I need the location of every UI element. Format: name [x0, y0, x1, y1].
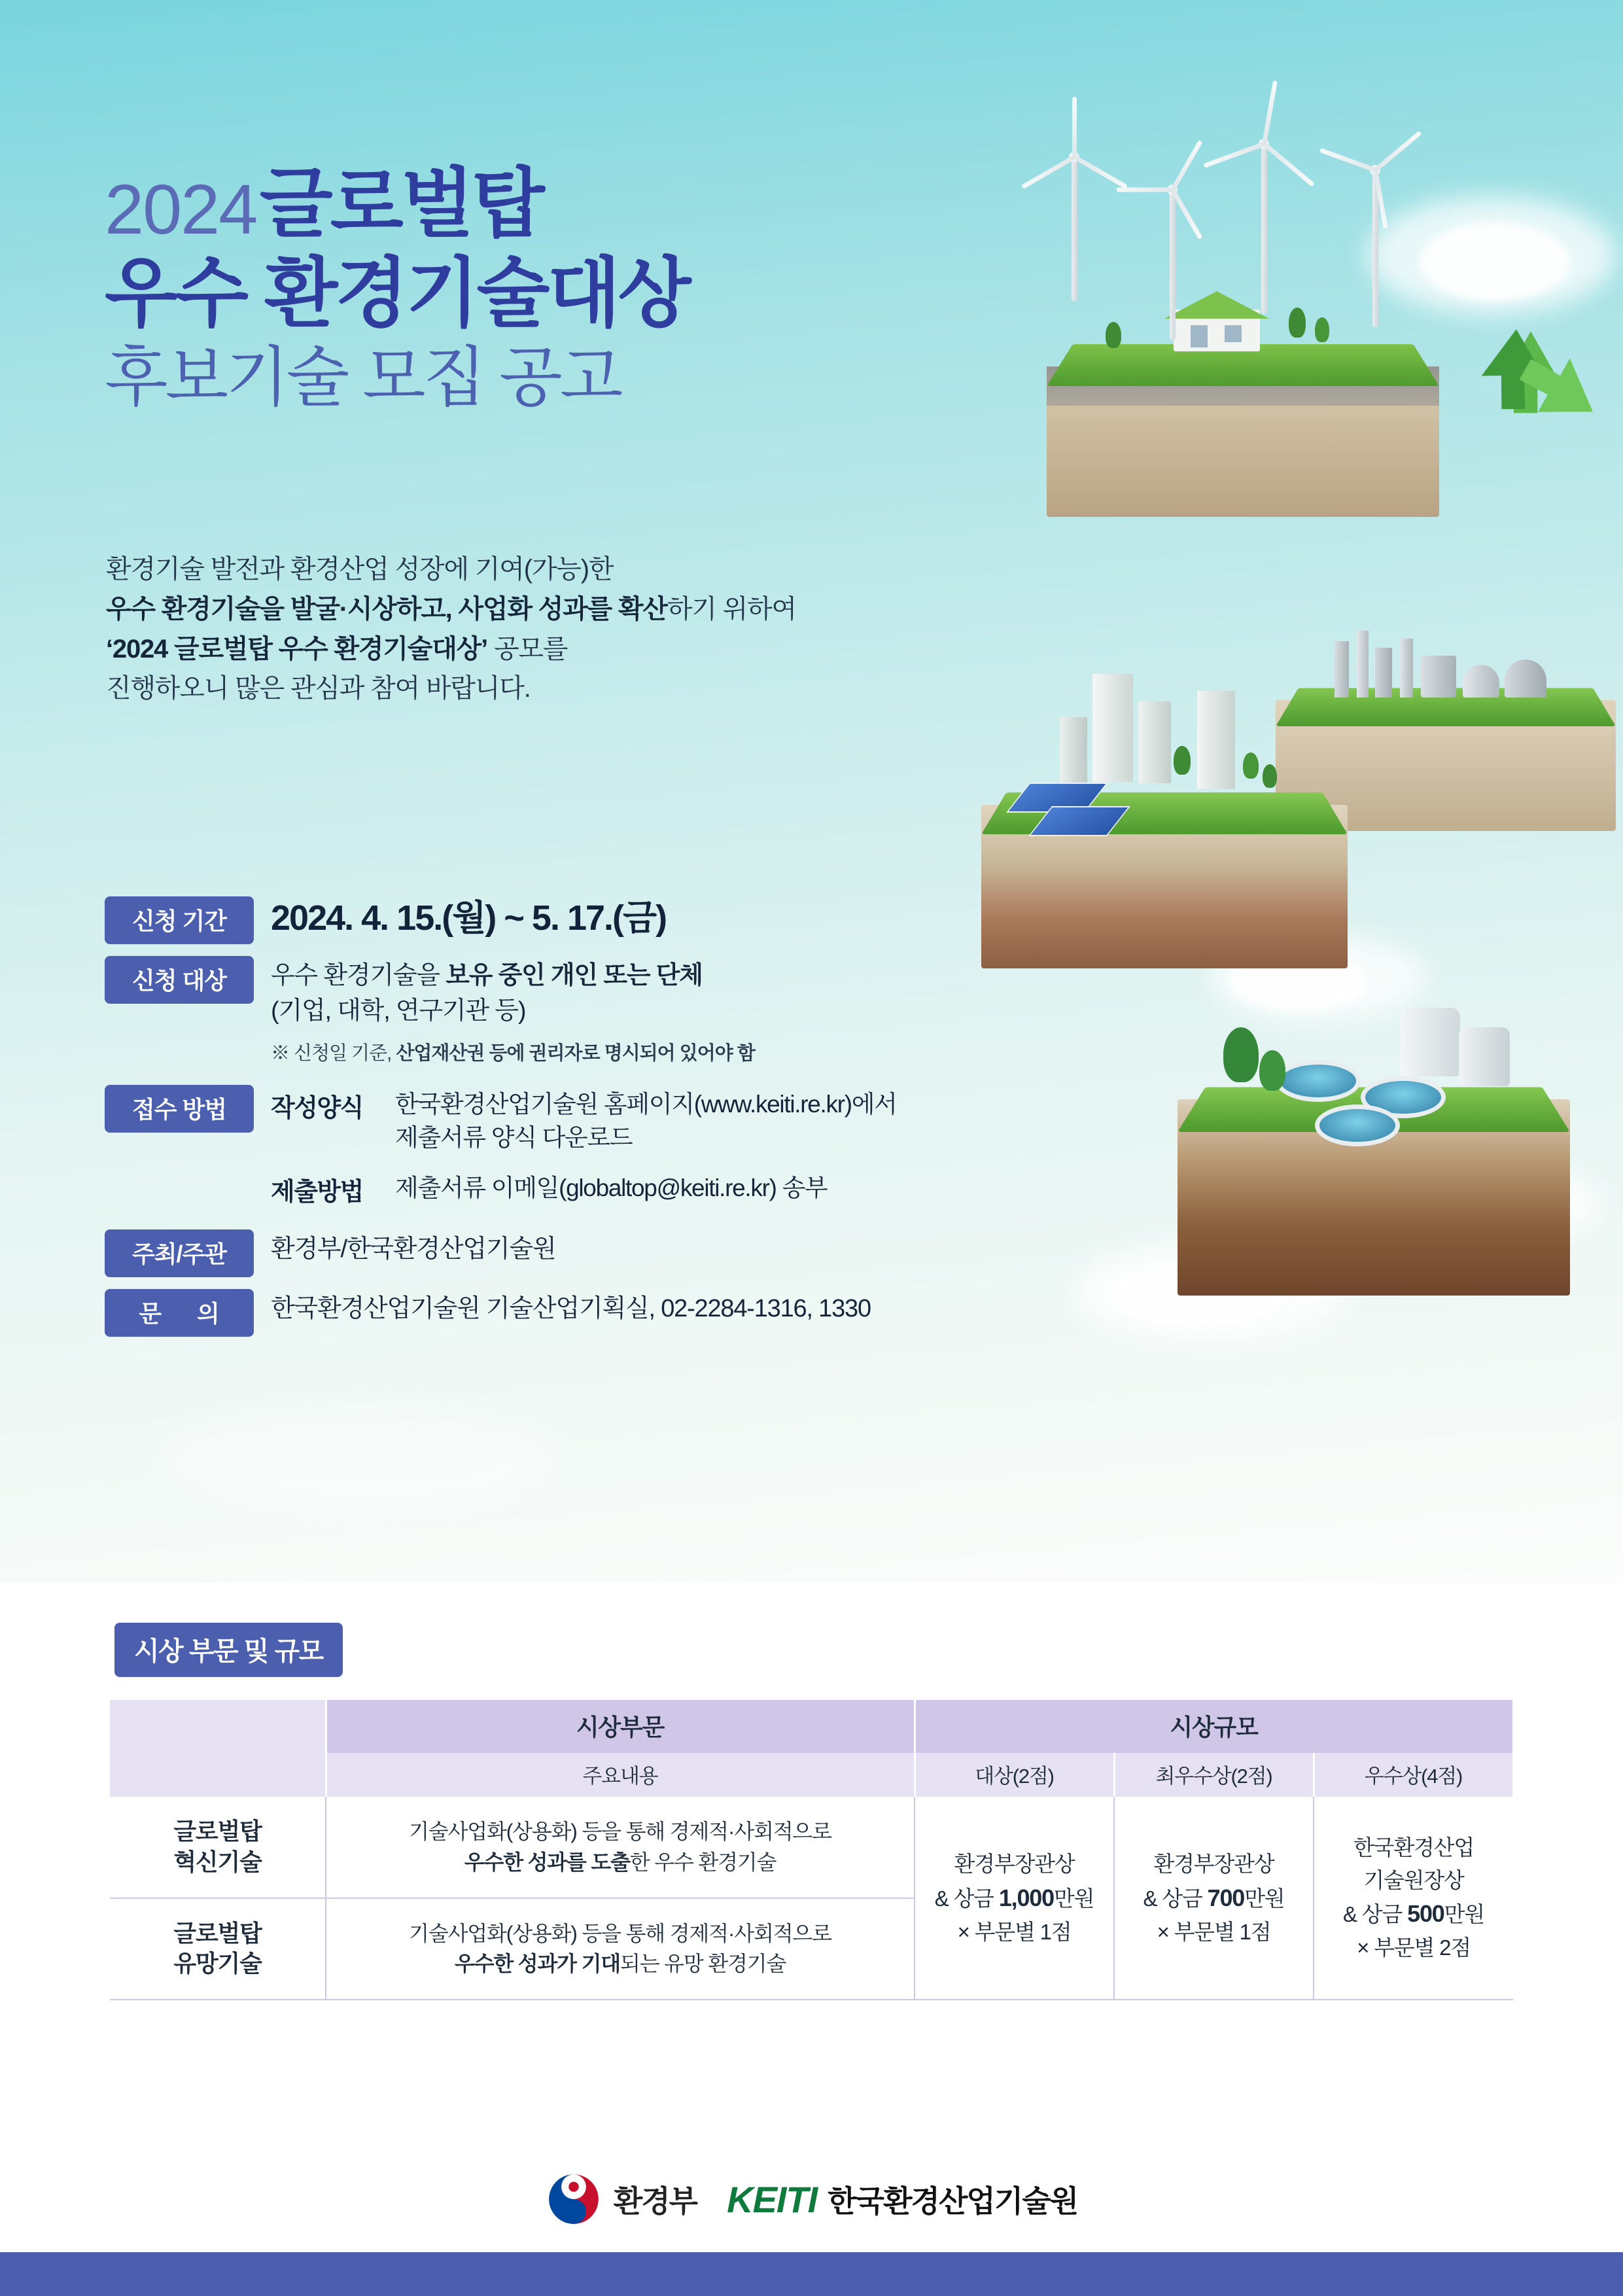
row-0-category [110, 1797, 326, 1898]
intro-line-2-tail: 하기 위하여 [667, 594, 796, 624]
row-0-category-line2: 혁신기술 [173, 1848, 262, 1875]
header-col-excellence-prize: 최우수상(2점) [1114, 1753, 1314, 1797]
wind-turbine-icon [1034, 131, 1112, 327]
wind-turbine-icon [1132, 164, 1210, 360]
prize-excellence-amount: 700 [1207, 1884, 1245, 1911]
intro-line-3-tail: 공모를 [487, 634, 568, 663]
target-note [271, 1038, 755, 1065]
intro-line-2 [106, 590, 1035, 629]
footer-logos [0, 2171, 1623, 2227]
row-0-desc-line1: 기술사업화(상용화) 등을 통해 경제적·사회적으로 [409, 1820, 831, 1844]
wind-turbine-icon [1223, 118, 1302, 340]
label-submit: 제출방법 [271, 1178, 363, 1206]
building-icon [1197, 691, 1235, 789]
intro-line-2-bold: 우수 환경기술을 발굴·시상하고, 사업화 성과를 확산 [106, 594, 667, 624]
table-row [110, 1797, 1513, 1898]
value-host: 환경부/한국환경산업기술원 [271, 1235, 556, 1263]
headline-year: 2024 [105, 169, 257, 249]
row-1-desc-tail: 되는 유망 환경기술 [620, 1952, 786, 1976]
intro-paragraph [106, 550, 1035, 709]
prize-merit-line1: 한국환경산업 [1353, 1835, 1475, 1860]
table-header-row [110, 1753, 1513, 1797]
target-note-b: 산업재산권 등에 권리자로 명시되어 있어야 함 [396, 1042, 755, 1064]
tree-icon [1243, 752, 1259, 779]
prize-merit-amount-unit: 만원 [1444, 1902, 1484, 1927]
prize-excellence-line2 [1120, 1881, 1308, 1916]
prize-excellence-line1: 환경부장관상 [1153, 1852, 1274, 1877]
prize-grand-line1: 환경부장관상 [954, 1852, 1075, 1877]
clarifier-tank-icon [1276, 1060, 1361, 1102]
value-form-line-1: 한국환경산업기술원 홈페이지(www.keiti.re.kr)에서 [395, 1090, 897, 1118]
storage-tank-icon [1459, 1027, 1510, 1086]
ministry-of-environment-logo-icon [546, 2171, 602, 2227]
prize-grand-line3: × 부문별 1점 [957, 1919, 1072, 1944]
label-form: 작성양식 [271, 1094, 363, 1122]
value-contact: 한국환경산업기술원 기술산업기획실, 02-2284-1316, 1330 [271, 1295, 871, 1322]
award-section [0, 1582, 1623, 2296]
prize-excellence [1114, 1797, 1314, 2000]
header-col-0 [110, 1753, 326, 1797]
recycle-icon [1446, 308, 1616, 478]
cloud-icon [164, 1407, 556, 1511]
header-col-grand-prize: 대상(2점) [915, 1753, 1114, 1797]
building-icon [1060, 717, 1087, 784]
illustration-floating-islands [903, 131, 1622, 1472]
row-0-description [326, 1797, 915, 1898]
prize-excellence-amount-prefix: & 상금 [1143, 1886, 1208, 1911]
bottom-accent-bar [0, 2252, 1623, 2296]
row-0-desc-line2 [345, 1847, 896, 1877]
intro-line-3-bold: ‘2024 글로벌탑 우수 환경기술대상’ [106, 634, 488, 663]
keiti-mark: KEITI [727, 2178, 818, 2220]
label-application-period: 신청 기간 [105, 896, 254, 944]
tree-icon [1174, 746, 1191, 775]
row-1-description [326, 1898, 915, 2000]
building-icon [1092, 674, 1133, 782]
prize-merit-line3: × 부문별 2점 [1357, 1935, 1471, 1960]
row-1-desc-line1: 기술사업화(상용화) 등을 통해 경제적·사회적으로 [409, 1922, 831, 1945]
row-1-category-line1: 글로벌탑 [173, 1919, 262, 1947]
prize-merit-amount-prefix: & 상금 [1343, 1902, 1408, 1927]
intro-line-4: 진행하오니 많은 관심과 참여 바랍니다. [106, 674, 531, 703]
prize-grand-amount-prefix: & 상금 [934, 1886, 999, 1911]
prize-excellence-amount-unit: 만원 [1244, 1886, 1285, 1911]
row-1-category-line2: 유망기술 [173, 1950, 262, 1977]
prize-grand-line2 [920, 1881, 1108, 1916]
value-application-period: 2024. 4. 15.(월) ~ 5. 17.(금) [271, 898, 667, 938]
prize-excellence-line3: × 부문별 1점 [1157, 1919, 1271, 1944]
page-title [105, 161, 988, 415]
wind-turbine-icon [1335, 144, 1413, 353]
header-group-category: 시상부문 [326, 1700, 915, 1753]
value-form-line-2: 제출서류 양식 다운로드 [395, 1123, 633, 1151]
row-1-desc-line2 [345, 1949, 896, 1979]
building-icon [1138, 701, 1171, 783]
row-1-category [110, 1898, 326, 2000]
headline-line3: 후보기술 모집 공고 [105, 341, 621, 415]
headline-line2: 우수 환경기술대상 [105, 251, 689, 336]
clarifier-tank-icon [1315, 1104, 1400, 1146]
prize-merit-line2 [1319, 1896, 1508, 1932]
intro-line-3 [106, 629, 1035, 669]
value-target-line-1 [271, 959, 755, 994]
intro-line-1: 환경기술 발전과 환경산업 성장에 기여(가능)한 [106, 555, 614, 584]
row-0-desc-tail: 한 우수 환경기술 [629, 1850, 777, 1874]
value-target-line-2: (기업, 대학, 연구기관 등) [271, 997, 526, 1025]
target-line1-a: 우수 환경기술을 [271, 962, 446, 989]
island-wind-farm [1007, 216, 1505, 582]
target-note-a: ※ 신청일 기준, [271, 1042, 396, 1064]
header-col-main-content: 주요내용 [326, 1753, 915, 1797]
award-section-title: 시상 부문 및 규모 [114, 1623, 343, 1677]
header-blank [110, 1700, 326, 1753]
prize-grand-amount-unit: 만원 [1053, 1886, 1094, 1911]
prize-merit-line1b: 기술원장상 [1363, 1867, 1464, 1892]
row-0-desc-bold: 우수한 성과를 도출 [464, 1850, 630, 1874]
tree-icon [1315, 317, 1329, 342]
island-water-treatment [1151, 936, 1622, 1341]
label-submission-method: 접수 방법 [105, 1085, 254, 1133]
prize-grand [915, 1797, 1114, 2000]
award-table [110, 1700, 1514, 2000]
header-col-merit-prize: 우수상(4점) [1314, 1753, 1513, 1797]
tree-icon [1263, 764, 1277, 788]
tree-icon [1223, 1027, 1259, 1082]
label-host: 주최/주관 [105, 1229, 254, 1277]
row-1-desc-bold: 우수한 성과가 기대 [454, 1952, 620, 1976]
keiti-label: 한국환경산업기술원 [828, 2184, 1078, 2218]
target-line1-b: 보유 중인 개인 또는 단체 [445, 962, 703, 989]
header-group-scale: 시상규모 [915, 1700, 1513, 1753]
label-contact: 문 의 [105, 1289, 254, 1337]
table-header-group-row [110, 1700, 1513, 1753]
prize-grand-amount: 1,000 [998, 1884, 1054, 1911]
tree-icon [1259, 1050, 1285, 1091]
label-application-target: 신청 대상 [105, 956, 254, 1004]
prize-merit [1314, 1797, 1513, 2000]
row-0-category-line1: 글로벌탑 [173, 1818, 262, 1845]
prize-merit-amount: 500 [1407, 1900, 1444, 1928]
storage-tank-icon [1400, 1008, 1460, 1076]
value-submit: 제출서류 이메일(globaltop@keiti.re.kr) 송부 [395, 1174, 828, 1201]
headline-line1: 글로벌탑 [259, 161, 542, 246]
ministry-of-environment-label: 환경부 [613, 2184, 697, 2218]
